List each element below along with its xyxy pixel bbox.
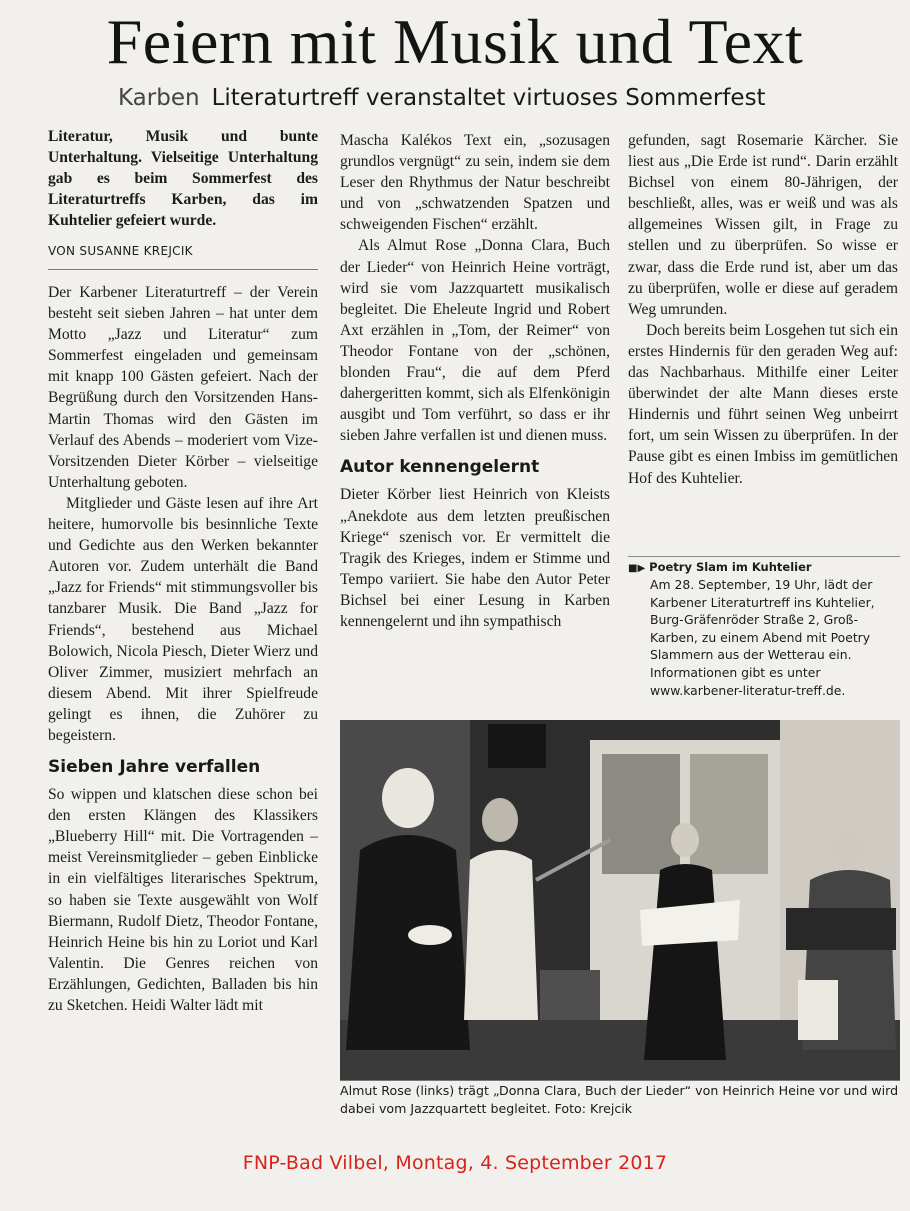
paragraph: So wippen und klatschen diese schon bei den ersten Klängen des Klassikers „Blueberry Hill“ mit. Die Vortragenden – meist Vereinsmitglieder – geben Einblicke in ein vielfältiges literarisches Spektrum, so haben sie Texte ausgewählt von Wolf Biermann, Rudolf Dietz, Theodor Fontane, Heinrich Heine bis hin zu Loriot und Karl Valentin. Die Genres reichen von Erzählungen, Gedichten, Balladen bis hin zu Sketchen. Heidi Walter lädt mit [48, 786, 318, 1014]
photo-illustration [340, 720, 900, 1080]
infobox-title-row [628, 560, 900, 576]
paragraph: gefunden, sagt Rosemarie Kärcher. Sie liest aus „Die Erde ist rund“. Darin erzählt Bichsel von einem 80-Jährigen, der beschließt, alles, was er weiß und was als allgemeines Wissen gilt, in Frage zu stellen und zu überprüfen. So wisse er zwar, dass die Erde rund ist, aber um das zu überprüfen, wolle er diese auf geradem Weg umrunden. [628, 132, 898, 318]
section-heading: Autor kennengelernt [340, 457, 540, 478]
event-photo [340, 720, 900, 1081]
source-footer: FNP-Bad Vilbel, Montag, 4. September 2017 [242, 1152, 668, 1174]
column-2 [340, 130, 610, 632]
event-infobox [628, 556, 900, 699]
subheadline-row [118, 84, 898, 112]
column-1-body [48, 282, 318, 1016]
paragraph: Mitglieder und Gäste lesen auf ihre Art heitere, humorvolle bis besinnliche Texte und Gedichte aus den Werken bekannter Autoren vor. Zudem unterhält die Band „Jazz for Friends“ mit stimmungsvoller bis tanzbarer Musik. Die Band „Jazz for Friends“, bestehend aus Michael Bolowich, Nicola Piesch, Dieter Wierz und Oliver Zimmer, musiziert mehrfach an diesem Abend. Mit ihrer Spielfreude gelingt es ihnen, die Zuhörer zu begeistern. [48, 494, 318, 744]
paragraph: Dieter Körber liest Heinrich von Kleists „Anekdote aus dem letzten preußischen Kriege“ szenisch vor. Er vermittelt die Tragik des Krieges, indem er Stimme und Tempo variiert. Sie habe den Autor Peter Bichsel bei einer Lesung in Karben kennengelernt und ihn sympathisch [340, 486, 610, 630]
section-heading: Sieben Jahre verfallen [48, 757, 261, 778]
lead-paragraph: Literatur, Musik und bunte Unterhaltung. Vielseitige Unterhaltung gab es beim Sommerfest des Literaturtreffs Karben, das im Kuhtelier gefeiert wurde. [48, 128, 318, 229]
arrow-right-icon: ■▶ [628, 563, 646, 574]
paragraph: Als Almut Rose „Donna Clara, Buch der Lieder“ von Heinrich Heine vorträgt, wird sie vom Jazzquartett musikalisch begleitet. Die Eheleute Ingrid und Robert Axt erzählen in „Tom, der Reimer“ von Theodor Fontane von der „schönen, blonden Frau“, die auf dem Pferd dahergeritten kommt, sich als Elfenkönigin ausgibt und Tom verführt, so dass er ihr sieben Jahre verfallen ist und dienen muss. [340, 237, 610, 445]
subheadline: Literaturtreff veranstaltet virtuoses Sommerfest [211, 85, 766, 111]
topic-label: Karben [118, 85, 200, 111]
column-1 [48, 126, 318, 1016]
photo-caption: Almut Rose (links) trägt „Donna Clara, Buch der Lieder“ von Heinrich Heine vor und wird dabei vom Jazzquartett begleitet. Foto: Krejcik [340, 1083, 899, 1116]
byline: VON SUSANNE KREJCIK [48, 243, 318, 270]
paragraph: Doch bereits beim Losgehen tut sich ein erstes Hindernis für den geraden Weg auf: das Nachbarhaus. Mithilfe einer Leiter überwindet der alte Mann dieses erste Hindernis und führt seinen Weg unbeirrt fort, um sein Wissen zu überprüfen. In der Pause gibt es einen Imbiss im gemütlichen Hof des Kuhtelier. [628, 321, 898, 487]
infobox-text: Am 28. September, 19 Uhr, lädt der Karbener Literaturtreff ins Kuhtelier, Burg-Gräfenröder Straße 2, Groß-Karben, zu einem Abend mit Poetry Slammern aus der Wetterau ein. Informationen gibt es unter www.karbener-literatur-treff.de. [650, 577, 875, 698]
column-3 [628, 130, 898, 489]
paragraph: Der Karbener Literaturtreff – der Verein besteht seit sieben Jahren – hat unter dem Motto „Jazz und Literatur“ zum Sommerfest eingeladen und gemeinsam mit knapp 100 Gästen gefeiert. Nach der Begrüßung durch den Vorsitzenden Hans-Martin Thomas wird den Gästen im Verlauf des Abends – moderiert vom Vize-Vorsitzenden Dieter Körber – vielseitige Unterhaltung geboten. [48, 284, 318, 491]
infobox-title: Poetry Slam im Kuhtelier [649, 560, 812, 574]
headline: Feiern mit Musik und Text [106, 6, 804, 77]
paragraph: Mascha Kalékos Text ein, „sozusagen grundlos vergnügt“ zu sein, indem sie dem Leser den Rhythmus der Natur beschreibt und von „schwatzenden Spatzen und schweigenden Fischen“ erzählt. [340, 132, 610, 234]
